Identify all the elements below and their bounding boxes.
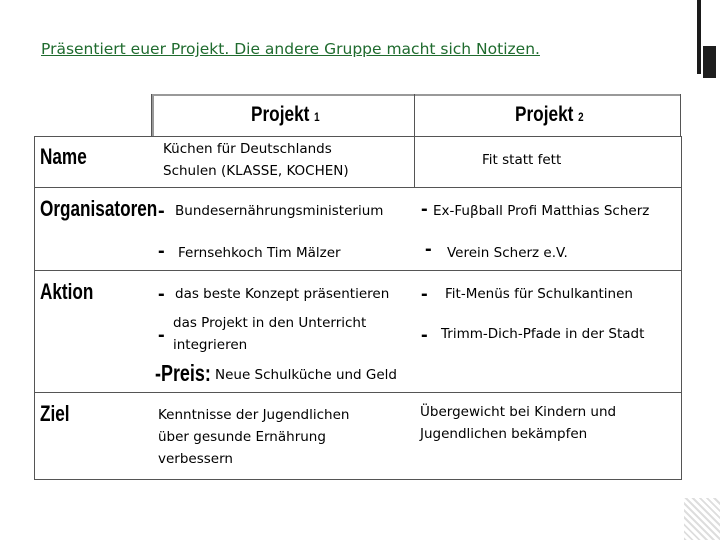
preis-label: -Preis: (155, 360, 211, 386)
row-label-aktion: Aktion (40, 279, 94, 304)
row-label-name: Name (40, 144, 87, 169)
aktion-project-1-b: das Projekt in den Unterricht integrieren (173, 315, 367, 353)
page-title: Präsentiert euer Projekt. Die andere Gruppe macht sich Notizen. (41, 40, 540, 58)
bullet-dash: - (158, 200, 165, 222)
decorative-texture (684, 498, 720, 540)
bullet-dash: - (421, 198, 428, 220)
aktion-project-2-a: Fit-Menüs für Schulkantinen (445, 286, 633, 302)
bullet-dash: - (158, 283, 165, 305)
name-project-1: Küchen für Deutschlands Schulen (KLASSE, KOCHEN) (163, 141, 349, 179)
ziel-project-1: Kenntnisse der Jugendlichen über gesunde Ernährung verbessern (158, 407, 350, 467)
bullet-dash: - (158, 324, 165, 346)
table-header (151, 94, 681, 136)
name-project-2: Fit statt fett (482, 152, 562, 168)
table-border (680, 94, 681, 137)
row-divider (34, 270, 681, 271)
organisator-project-2-b: Verein Scherz e.V. (447, 245, 568, 261)
column-divider (414, 94, 415, 188)
aktion-project-2-b: Trimm-Dich-Pfade in der Stadt (441, 326, 645, 342)
aktion-project-1-a: das beste Konzept präsentieren (175, 286, 390, 302)
bullet-dash: - (425, 238, 432, 260)
bullet-dash: - (421, 324, 428, 346)
row-divider (34, 187, 681, 188)
ziel-project-2: Übergewicht bei Kindern und Jugendlichen bekämpfen (420, 404, 617, 442)
organisator-project-1-b: Fernsehkoch Tim Mälzer (178, 245, 341, 261)
preis-value: Neue Schulküche und Geld (215, 367, 398, 383)
row-divider (34, 392, 681, 393)
header-projekt-1: Projekt 1 (251, 103, 320, 126)
bullet-dash: - (421, 283, 428, 305)
row-label-organisatoren: Organisatoren (40, 196, 158, 221)
organisator-project-1-a: Bundesernährungsministerium (175, 203, 384, 219)
bullet-dash: - (158, 240, 165, 262)
decorative-bar (703, 46, 716, 78)
organisator-project-2-a: Ex-Fuβball Profi Matthias Scherz (433, 203, 650, 219)
row-label-ziel: Ziel (40, 401, 70, 426)
table-border (151, 94, 152, 137)
decorative-bar (697, 0, 701, 74)
header-projekt-2: Projekt 2 (515, 103, 584, 126)
